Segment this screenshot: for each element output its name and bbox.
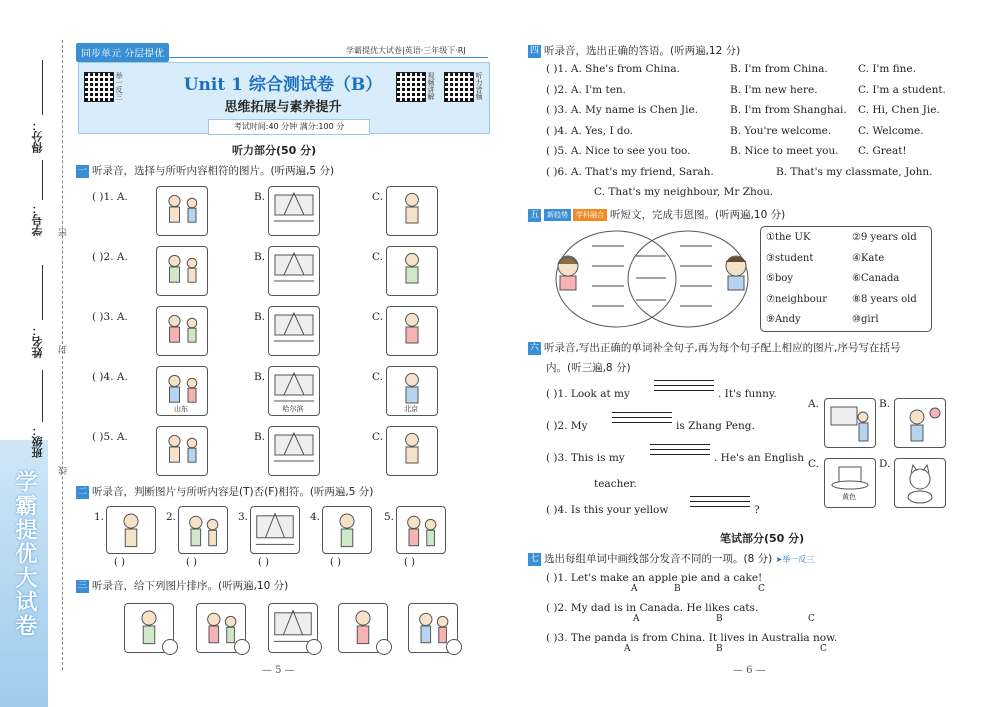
s2-item-5-answer[interactable]: ( ) (404, 557, 415, 568)
s6-pic-c-label: 黄色 (842, 493, 856, 501)
s2-item-2-number: 2. (166, 511, 177, 523)
s4-q4-option-b: B. You're welcome. (730, 124, 832, 137)
s6-pic-c-letter: C. (808, 458, 819, 470)
student-number-field-label: 学号： (31, 203, 44, 236)
score-field-line[interactable] (42, 60, 43, 115)
s2-item-2-picture (178, 506, 228, 554)
s6-q1-start: ( )1. Look at my (546, 388, 630, 400)
s1-q3-label: ( )3. A. (92, 311, 128, 323)
s4-q2-option-b: B. I'm new here. (730, 83, 818, 96)
s1-q1-picture-a (156, 186, 208, 236)
s1-q2-picture-a (156, 246, 208, 296)
s7-q3-choice-b: B (716, 644, 723, 654)
qr-label-audio: 听力音频 (475, 72, 483, 100)
section-1-heading (76, 163, 334, 178)
venn-option-8: ⑧8 years old (852, 293, 917, 305)
s6-q3-start: ( )3. This is my (546, 452, 625, 464)
s1-q4-picture-label-a: 山东 (174, 405, 188, 413)
s4-q2-option-a: ( )2. A. I'm ten. (546, 83, 627, 96)
s7-q2-choice-c: C (808, 614, 815, 624)
section-2-instruction: 听录音，判断图片与所听内容是(T)否(F)相符。(听两遍,5 分) (92, 486, 374, 498)
cut-mark-envelope: 封 (59, 345, 69, 354)
cut-mark-seal: 密 (59, 228, 69, 237)
s2-item-1-answer[interactable]: ( ) (114, 557, 125, 568)
class-field-line[interactable] (42, 370, 43, 422)
qr-label-video: 视频讲解 (427, 72, 435, 100)
section-6-number: 六 (529, 342, 539, 353)
page-number-left: — 5 — (262, 665, 295, 676)
s1-q2-picture-c (386, 246, 438, 296)
s6-q2-end: is Zhang Peng. (676, 420, 755, 432)
s7-q1-choice-b: B (674, 584, 681, 594)
section-3-number: 三 (77, 580, 87, 591)
s4-q4-option-c: C. Welcome. (858, 124, 924, 137)
s2-item-1-number: 1. (94, 511, 105, 523)
s6-q4-blank[interactable] (690, 496, 750, 511)
brand-vertical-text: 学霸提优大试卷 (12, 470, 37, 638)
s6-pic-b (894, 398, 946, 448)
s6-q4-end: ? (754, 504, 760, 516)
s1-q3-option-B: B. (254, 311, 266, 323)
cat-icon (895, 459, 945, 507)
section-5-number: 五 (529, 209, 539, 220)
girl-avatar-icon (558, 256, 578, 290)
venn-option-6: ⑥Canada (852, 273, 900, 284)
binding-dashed-line (62, 40, 63, 670)
subject-fusion-badge: 学科融合 (573, 209, 607, 221)
s2-item-4-number: 4. (310, 511, 321, 523)
s4-q5-option-a: ( )5. A. Nice to see you too. (546, 145, 691, 157)
page-title: Unit 1 综合测试卷（B） (183, 75, 383, 95)
s6-q1-blank[interactable] (654, 380, 714, 395)
s1-q2-picture-b (268, 246, 320, 296)
name-field-label: 姓名： (31, 325, 44, 358)
section-6-instruction: 听录音,写出正确的单词补全句子,再为每个句子配上相应的图片,序号写在括号 (544, 342, 901, 354)
s6-q1-end: . It's funny. (718, 388, 777, 400)
written-part-heading: 笔试部分(50 分) (720, 532, 805, 545)
section-5-heading (528, 207, 785, 222)
s7-q1-choice-c: C (758, 584, 765, 594)
section-1-number: 一 (77, 165, 87, 176)
s1-q5-picture-a (156, 426, 208, 476)
s6-q2-blank[interactable] (612, 412, 672, 427)
section-3-heading (76, 578, 288, 593)
section-7-heading (528, 551, 814, 566)
qr-label-practice: 举一反三 (115, 72, 123, 100)
s1-q2-option-B: B. (254, 251, 266, 263)
s4-q6-option-b: B. That's my classmate, John. (776, 165, 933, 178)
section-2-number: 二 (77, 486, 87, 497)
section-7-number: 七 (529, 553, 539, 564)
s3-item-1-order-circle[interactable] (162, 639, 178, 655)
unit-tag: 同步单元 分层提优 (76, 43, 169, 62)
s1-q3-picture-c (386, 306, 438, 356)
s6-q2-start: ( )2. My (546, 420, 588, 432)
s1-q1-picture-c (386, 186, 438, 236)
s2-item-5-number: 5. (384, 511, 395, 523)
s6-pic-d (894, 458, 946, 508)
s1-q5-label: ( )5. A. (92, 431, 128, 443)
s1-q5-picture-b (268, 426, 320, 476)
section-4-heading (528, 43, 740, 58)
s2-item-3-number: 3. (238, 511, 249, 523)
s4-q3-option-a: ( )3. A. My name is Chen Jie. (546, 104, 699, 116)
venn-option-5: ⑤boy (766, 273, 794, 284)
s1-q5-option-B: B. (254, 431, 266, 443)
s1-q3-picture-a (156, 306, 208, 356)
section-6-heading (528, 340, 901, 355)
venn-option-1: ①the UK (766, 232, 811, 243)
s1-q4-label: ( )4. A. (92, 371, 128, 383)
s1-q2-option-C: C. (372, 251, 383, 263)
s4-q4-option-a: ( )4. A. Yes, I do. (546, 124, 634, 137)
venn-option-3: ③student (766, 252, 814, 264)
s2-item-5-picture (396, 506, 446, 554)
section-6-instruction-cont: 内。(听三遍,8 分) (546, 362, 631, 374)
section-1-instruction: 听录音，选择与所听内容相符的图片。(听两遍,5 分) (92, 165, 335, 177)
s4-q3-option-b: B. I'm from Shanghai. (730, 104, 847, 116)
s7-q2-choice-a: A (633, 614, 640, 624)
section-2-heading (76, 484, 373, 499)
s7-q3-choice-c: C (820, 644, 827, 654)
name-field-line[interactable] (42, 265, 43, 320)
page-subtitle: 思维拓展与素养提升 (224, 100, 342, 115)
s2-item-2-answer[interactable]: ( ) (186, 557, 197, 568)
section-4-instruction: 听录音，选出正确的答语。(听两遍,12 分) (544, 45, 741, 57)
s1-q4-picture-label-b: 哈尔滨 (282, 405, 304, 413)
score-field-label: 得分： (31, 120, 44, 153)
s6-pic-b-letter: B. (879, 398, 891, 410)
s3-item-4-order-circle[interactable] (376, 639, 392, 655)
s3-item-3-order-circle[interactable] (306, 639, 322, 655)
s3-item-2-order-circle[interactable] (234, 639, 250, 655)
s2-item-4-answer[interactable]: ( ) (330, 557, 341, 568)
s1-q3-option-C: C. (372, 311, 383, 323)
s1-q4-option-C: C. (372, 371, 383, 383)
s1-q1-option-B: B. (254, 191, 266, 203)
section-4-number: 四 (529, 45, 539, 56)
s2-item-4-picture (322, 506, 372, 554)
s6-q3-end: . He's an English (714, 452, 805, 464)
boy-avatar-icon (726, 256, 746, 290)
s4-q6-option-a: ( )6. A. That's my friend, Sarah. (546, 165, 714, 178)
boy-pointing-icon (895, 399, 945, 447)
exam-time-info: 考试时间:40 分钟 满分:100 分 (208, 119, 370, 135)
s4-q3-option-c: C. Hi, Chen Jie. (858, 104, 940, 116)
s1-q4-picture-label-c: 北京 (404, 405, 418, 413)
s6-q3-blank[interactable] (650, 444, 710, 459)
header-rule (76, 57, 488, 58)
s7-q3-choice-a: A (624, 644, 631, 654)
venn-option-10: ⑩girl (852, 314, 879, 325)
s1-q3-picture-b (268, 306, 320, 356)
venn-option-4: ④Kate (852, 252, 885, 264)
venn-option-2: ②9 years old (852, 232, 917, 243)
s4-q6-option-c: C. That's my neighbour, Mr Zhou. (594, 186, 774, 198)
s1-q1-picture-b (268, 186, 320, 236)
s7-q2-choice-b: B (716, 614, 723, 624)
s6-pic-d-letter: D. (879, 458, 891, 470)
header-series-title: 学霸提优大试卷|英语·三年级下·RJ (346, 46, 466, 55)
s4-q1-option-b: B. I'm from China. (730, 63, 828, 75)
s3-item-5-order-circle[interactable] (446, 639, 462, 655)
s4-q1-option-c: C. I'm fine. (858, 63, 916, 75)
section-7-instruction: 选出每组单词中画线部分发音不同的一项。(8 分) (544, 553, 773, 565)
venn-option-7: ⑦neighbour (766, 293, 828, 305)
new-trend-badge: 新趋势 (544, 209, 571, 221)
s6-pic-a (824, 398, 876, 448)
s4-q5-option-b: B. Nice to meet you. (730, 145, 839, 157)
s7-q1-choice-a: A (631, 584, 638, 594)
page-number-right: — 6 — (733, 665, 766, 676)
s7-q3-sentence: ( )3. The panda is from China. It lives in Australia now. (546, 632, 838, 644)
s4-q2-option-c: C. I'm a student. (858, 83, 946, 96)
class-field-label: 班级： (31, 425, 44, 458)
s7-q2-sentence: ( )2. My dad is in Canada. He likes cats. (546, 602, 759, 614)
s1-q4-option-B: B. (254, 371, 266, 383)
listening-part-heading: 听力部分(50 分) (232, 144, 317, 157)
s4-q5-option-c: C. Great! (858, 145, 907, 157)
student-number-field-line[interactable] (42, 160, 43, 200)
s6-pic-a-letter: A. (808, 398, 819, 410)
s1-q5-option-C: C. (372, 431, 383, 443)
practice-more-link[interactable]: ➤举一反三 (775, 555, 815, 564)
venn-option-9: ⑨Andy (766, 314, 801, 325)
s6-q3-cont: teacher. (594, 478, 637, 490)
s4-q1-option-a: ( )1. A. She's from China. (546, 63, 680, 75)
s6-q4-start: ( )4. Is this your yellow (546, 504, 669, 516)
s7-q1-sentence: ( )1. Let's make an apple pie and a cake! (546, 572, 763, 584)
s1-q5-picture-c (386, 426, 438, 476)
section-5-instruction: 听短文，完成韦恩图。(听两遍,10 分) (610, 209, 786, 221)
s2-item-1-picture (106, 506, 156, 554)
s2-item-3-answer[interactable]: ( ) (258, 557, 269, 568)
venn-diagram (548, 228, 758, 330)
s2-item-3-picture (250, 506, 300, 554)
s1-q2-label: ( )2. A. (92, 251, 128, 263)
cut-mark-line: 线 (59, 466, 69, 475)
s1-q1-label: ( )1. A. (92, 191, 128, 203)
teacher-board-icon (825, 399, 875, 447)
section-3-instruction: 听录音，给下列图片排序。(听两遍,10 分) (92, 580, 289, 592)
s1-q1-option-C: C. (372, 191, 383, 203)
